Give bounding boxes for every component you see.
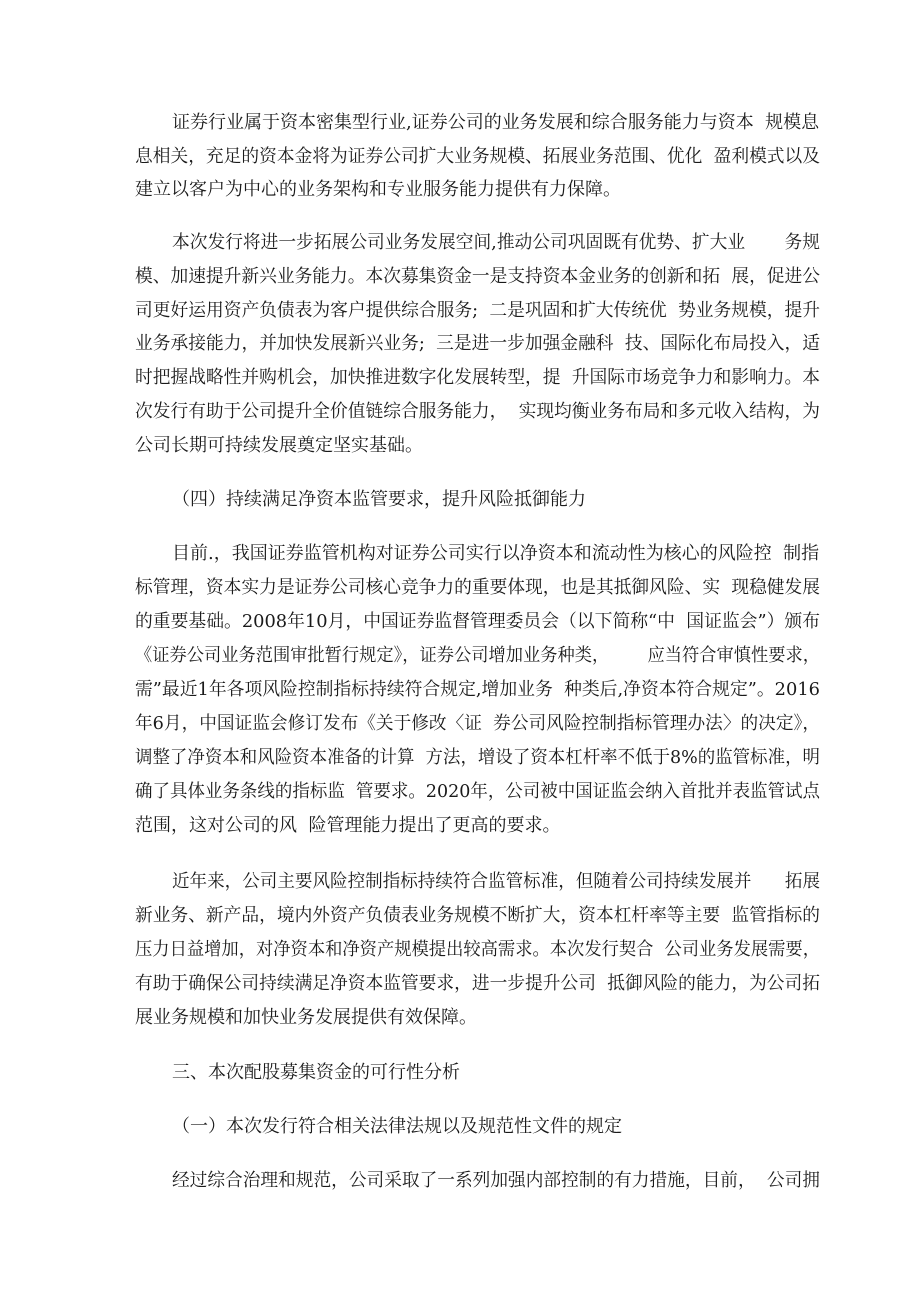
text-line: 调整了净资本和风险资本准备的计算 方法，增设了资本杠杆率不低于8%的监管标准，明 xyxy=(135,747,820,768)
section-heading: 三、本次配股募集资金的可行性分析 xyxy=(172,1062,460,1083)
text-line: 压力日益增加，对净资本和净资产规模提出较高需求。本次发行契合 公司业务发展需要， xyxy=(135,939,820,960)
text-line: 公司长期可持续发展奠定坚实基础。 xyxy=(135,435,423,456)
text-line: 证券行业属于资本密集型行业,证券公司的业务发展和综合服务能力与资本 规模息 xyxy=(172,112,820,133)
subsection-heading: （一）本次发行符合相关法律法规以及规范性文件的规定 xyxy=(172,1116,622,1137)
text-line: 《证券公司业务范围审批暂行规定》，证券公司增加业务种类， 应当符合审慎性要求， xyxy=(135,645,820,666)
text-line: 需”最近1年各项风险控制指标持续符合规定,增加业务 种类后,净资本符合规定”。2016 xyxy=(135,679,820,700)
section-heading: （四）持续满足净资本监管要求，提升风险抵御能力 xyxy=(172,489,586,510)
text-line: 的重要基础。2008年10月，中国证券监督管理委员会（以下简称“中 国证监会”）颁布 xyxy=(135,611,820,632)
text-line: 息相关，充足的资本金将为证券公司扩大业务规模、拓展业务范围、优化 盈利模式以及 xyxy=(135,146,820,167)
text-line: 展业务规模和加快业务发展提供有效保障。 xyxy=(135,1007,477,1028)
text-line: 新业务、新产品，境内外资产负债表业务规模不断扩大，资本杠杆率等主要 监管指标的 xyxy=(135,905,820,926)
text-line: 有助于确保公司持续满足净资本监管要求，进一步提升公司 抵御风险的能力，为公司拓 xyxy=(135,973,820,994)
text-line: 范围，这对公司的风 险管理能力提出了更高的要求。 xyxy=(135,815,561,836)
text-line: 时把握战略性并购机会，加快推进数字化发展转型，提 升国际市场竞争力和影响力。本 xyxy=(135,367,820,388)
text-line: 次发行有助于公司提升全价值链综合服务能力， 实现均衡业务布局和多元收入结构，为 xyxy=(135,401,820,422)
text-line: 年6月，中国证监会修订发布《关于修改〈证 券公司风险控制指标管理办法〉的决定》， xyxy=(135,713,820,734)
text-line: 司更好运用资产负债表为客户提供综合服务; 二是巩固和扩大传统优 势业务规模，提升 xyxy=(135,300,820,321)
text-line: 模、加速提升新兴业务能力。本次募集资金一是支持资本金业务的创新和拓 展，促进公 xyxy=(135,266,820,287)
text-line: 近年来，公司主要风险控制指标持续符合监管标准，但随着公司持续发展并 拓展 xyxy=(172,871,820,892)
text-line: 本次发行将进一步拓展公司业务发展空间,推动公司巩固既有优势、扩大业 务规 xyxy=(172,232,820,253)
text-line: 建立以客户为中心的业务架构和专业服务能力提供有力保障。 xyxy=(135,179,621,200)
text-line: 确了具体业务条线的指标监 管要求。2020年，公司被中国证监会纳入首批并表监管试点 xyxy=(135,781,820,802)
text-line: 目前.，我国证券监管机构对证券公司实行以净资本和流动性为核心的风险控 制指 xyxy=(172,543,820,564)
text-line: 经过综合治理和规范，公司采取了一系列加强内部控制的有力措施，目前， 公司拥 xyxy=(172,1170,820,1191)
text-line: 业务承接能力，并加快发展新兴业务; 三是进一步加强金融科 技、国际化布局投入，适 xyxy=(135,333,820,354)
text-line: 标管理，资本实力是证券公司核心竞争力的重要体现，也是其抵御风险、实 现稳健发展 xyxy=(135,577,820,598)
